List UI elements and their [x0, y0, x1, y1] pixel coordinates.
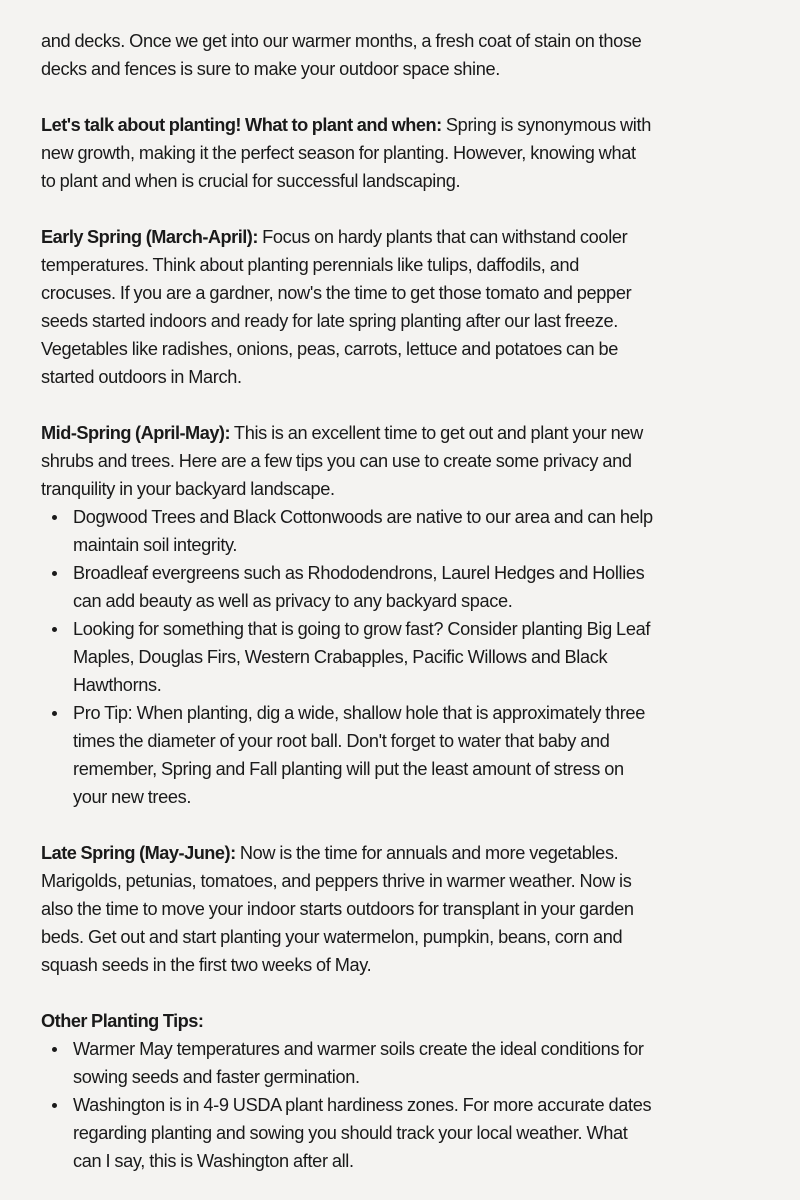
planting-overview-paragraph [41, 111, 781, 195]
text-fragment: Now is the time for annuals and more vegetables. [235, 843, 619, 863]
text-line: Marigolds, petunias, tomatoes, and peppers thrive in warmer weather. Now is [41, 871, 632, 891]
text-fragment: Focus on hardy plants that can withstand cooler [257, 227, 628, 247]
text-fragment: This is an excellent time to get out and plant your new [230, 423, 643, 443]
text-line: Vegetables like radishes, onions, peas, carrots, lettuce and potatoes can be [41, 339, 619, 359]
mid-spring-paragraph [41, 419, 781, 503]
text-line [41, 419, 781, 447]
article-body [41, 27, 781, 1175]
other-tips-paragraph [41, 1007, 781, 1035]
text-line: new growth, making it the perfect season for planting. However, knowing what [41, 143, 636, 163]
text-line: shrubs and trees. Here are a few tips you can use to create some privacy and [41, 451, 632, 471]
planting-overview-heading: Let's talk about planting! What to plant and when: [41, 115, 442, 135]
text-line: seeds started indoors and ready for late spring planting after our last freeze. [41, 311, 618, 331]
list-item [73, 503, 781, 559]
text-line: decks and fences is sure to make your outdoor space shine. [41, 59, 500, 79]
text-line: your new trees. [73, 787, 192, 807]
list-item [73, 615, 781, 699]
text-line: tranquility in your backyard landscape. [41, 479, 335, 499]
text-line: Pro Tip: When planting, dig a wide, shallow hole that is approximately three [73, 703, 645, 723]
late-spring-heading: Late Spring (May-June): [41, 843, 236, 863]
text-line: to plant and when is crucial for successful landscaping. [41, 171, 461, 191]
text-line: can add beauty as well as privacy to any backyard space. [73, 591, 513, 611]
text-line: sowing seeds and faster germination. [73, 1067, 360, 1087]
list-item [73, 559, 781, 615]
text-line: Warmer May temperatures and warmer soils create the ideal conditions for [73, 1039, 644, 1059]
early-spring-paragraph [41, 223, 781, 391]
text-line: crocuses. If you are a gardner, now's the time to get those tomato and pepper [41, 283, 632, 303]
text-line: Washington is in 4-9 USDA plant hardiness zones. For more accurate dates [73, 1095, 652, 1115]
list-item [73, 1035, 781, 1091]
text-line [41, 223, 781, 251]
text-line: started outdoors in March. [41, 367, 242, 387]
list-item [73, 1091, 781, 1175]
text-line: remember, Spring and Fall planting will put the least amount of stress on [73, 759, 624, 779]
text-line: and decks. Once we get into our warmer months, a fresh coat of stain on those [41, 31, 642, 51]
list-item [73, 699, 781, 811]
text-line: maintain soil integrity. [73, 535, 238, 555]
other-tips-heading: Other Planting Tips: [41, 1011, 204, 1031]
text-line [41, 839, 781, 867]
text-line: Hawthorns. [73, 675, 162, 695]
text-line: regarding planting and sowing you should track your local weather. What [73, 1123, 628, 1143]
text-line: Broadleaf evergreens such as Rhododendrons, Laurel Hedges and Hollies [73, 563, 645, 583]
intro-paragraph [41, 27, 781, 83]
text-line: can I say, this is Washington after all. [73, 1151, 354, 1171]
text-line: Looking for something that is going to grow fast? Consider planting Big Leaf [73, 619, 651, 639]
text-line: beds. Get out and start planting your watermelon, pumpkin, beans, corn and [41, 927, 623, 947]
text-line: squash seeds in the first two weeks of May. [41, 955, 372, 975]
early-spring-heading: Early Spring (March-April): [41, 227, 258, 247]
text-fragment: Spring is synonymous with [441, 115, 651, 135]
mid-spring-bullet-list [41, 503, 781, 811]
other-tips-bullet-list [41, 1035, 781, 1175]
text-line: temperatures. Think about planting perennials like tulips, daffodils, and [41, 255, 579, 275]
text-line: Maples, Douglas Firs, Western Crabapples, Pacific Willows and Black [73, 647, 608, 667]
text-line: times the diameter of your root ball. Don't forget to water that baby and [73, 731, 610, 751]
text-line: Dogwood Trees and Black Cottonwoods are native to our area and can help [73, 507, 653, 527]
mid-spring-heading: Mid-Spring (April-May): [41, 423, 231, 443]
text-line [41, 111, 781, 139]
late-spring-paragraph [41, 839, 781, 979]
text-line: also the time to move your indoor starts outdoors for transplant in your garden [41, 899, 634, 919]
